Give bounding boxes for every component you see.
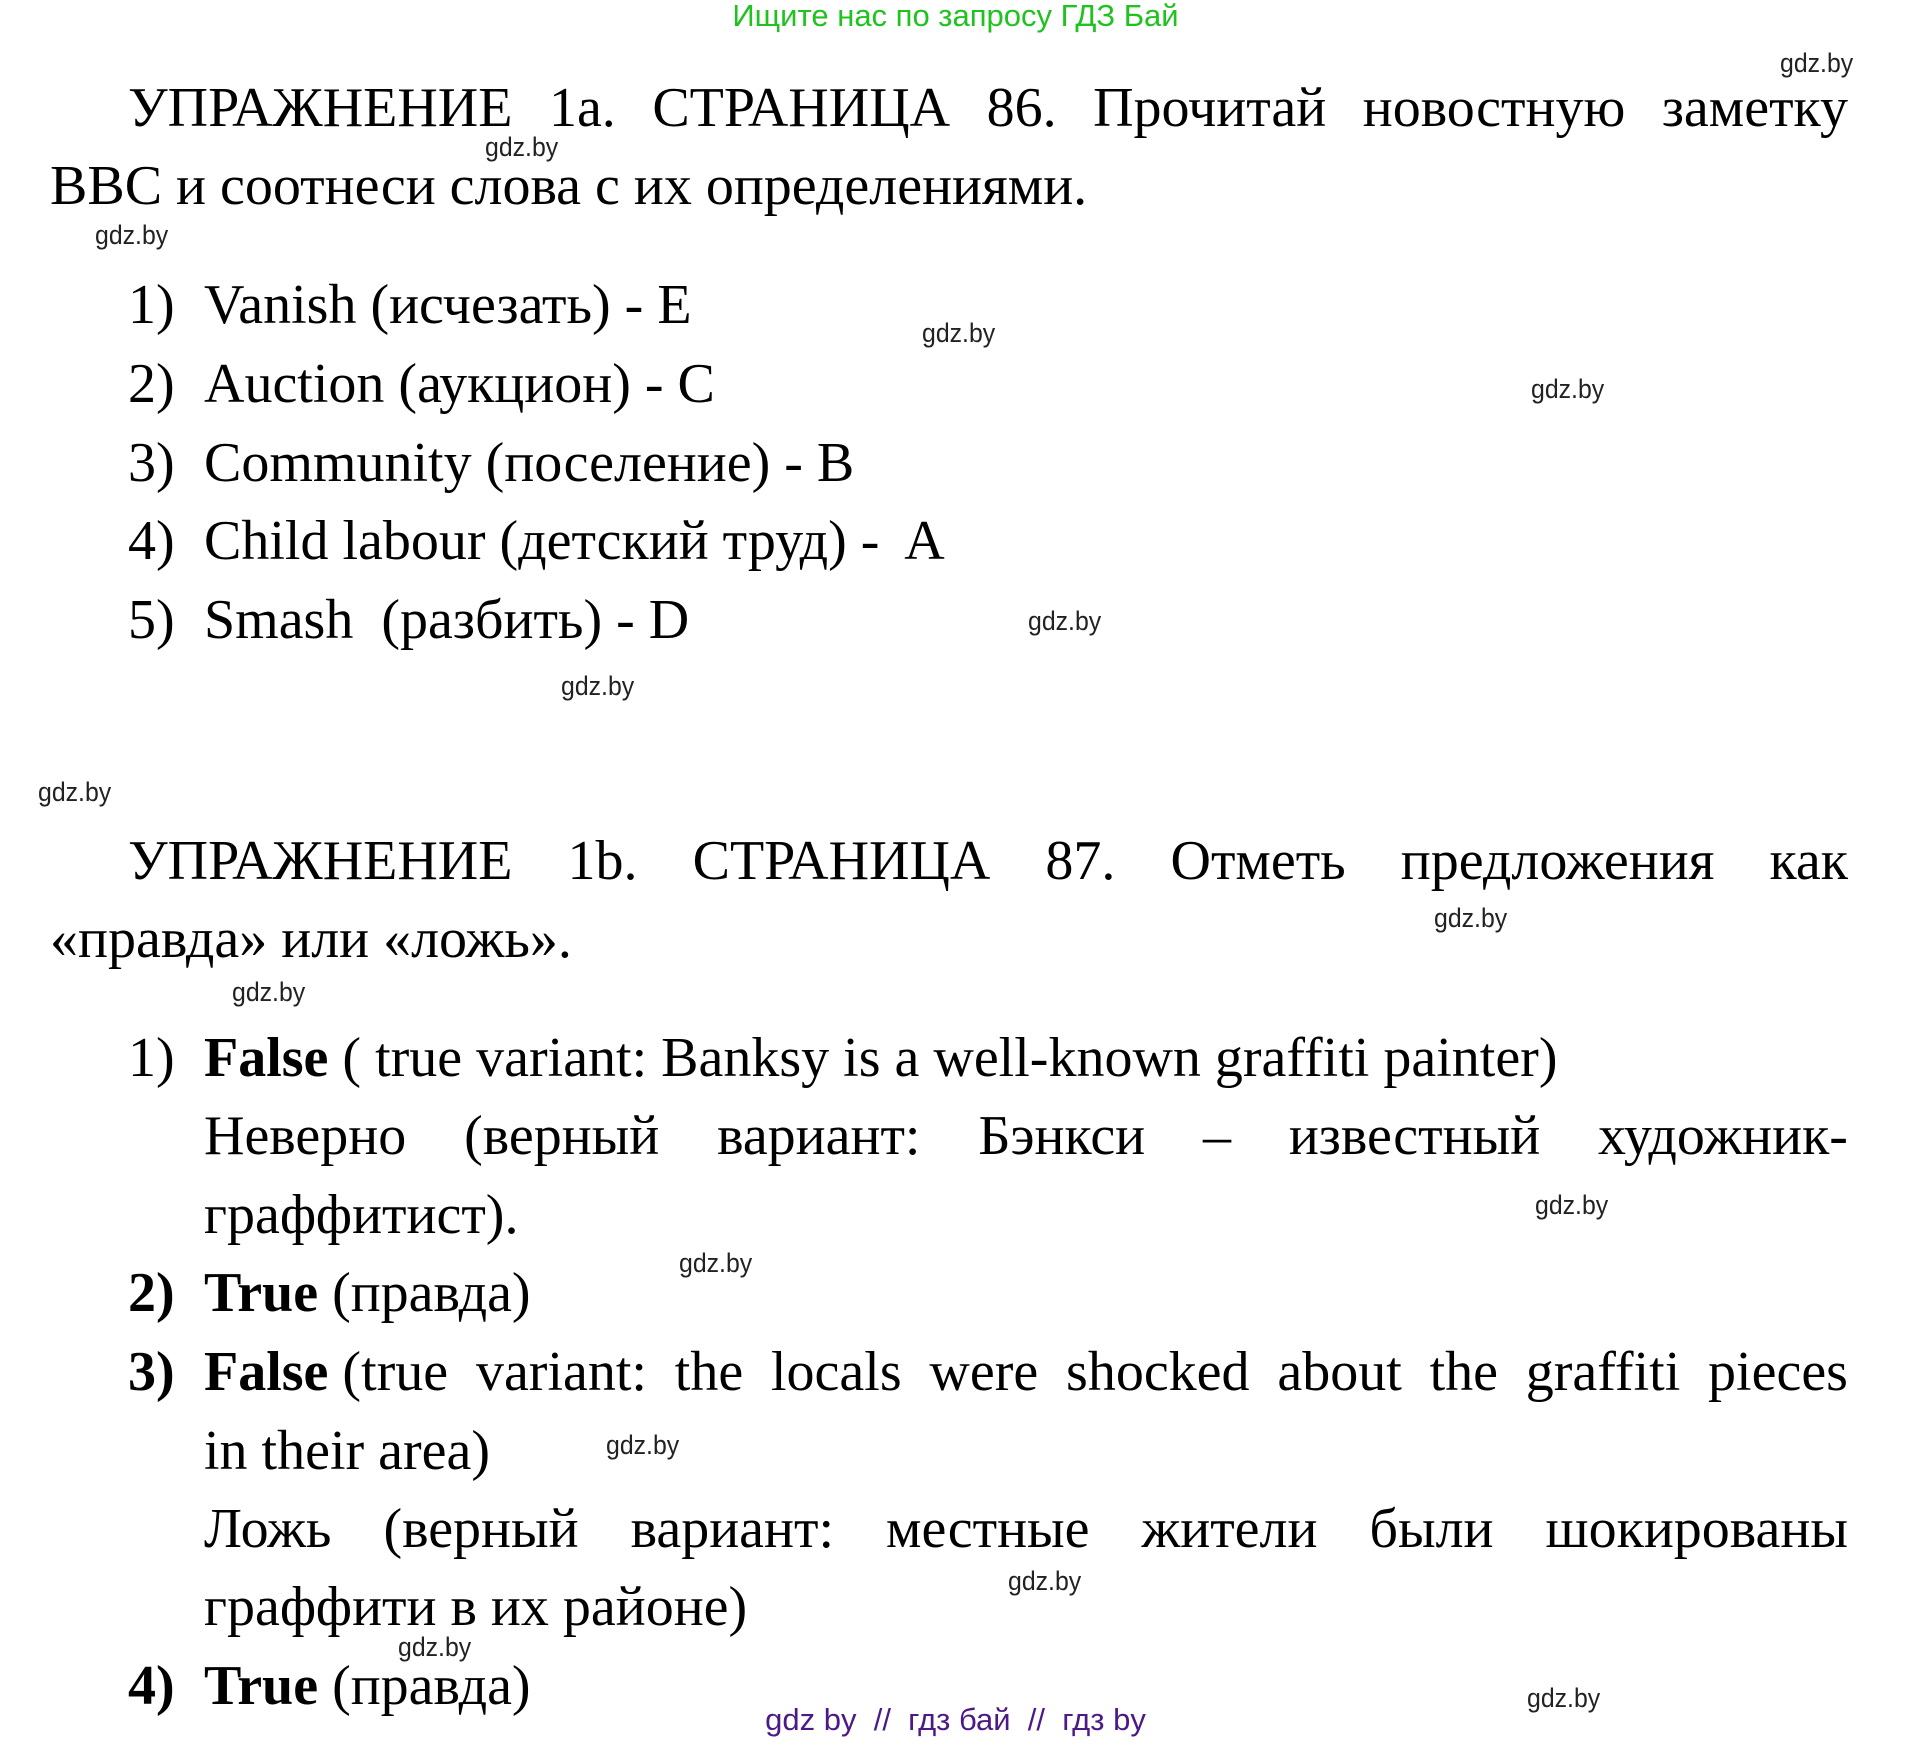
word: shocked xyxy=(1066,1341,1250,1403)
word: известный xyxy=(1288,1105,1541,1167)
heading-word: Отметь xyxy=(1170,830,1346,892)
item-translation-line1 xyxy=(204,1105,1848,1167)
word: the xyxy=(674,1341,744,1403)
watermark: gdz.by xyxy=(1531,374,1605,404)
heading-word: СТРАНИЦА xyxy=(692,830,991,892)
item-text: Auction (аукцион) - C xyxy=(204,353,715,415)
word: Неверно xyxy=(204,1105,407,1167)
watermark: gdz.by xyxy=(485,132,559,162)
heading-word: новостную xyxy=(1362,77,1626,139)
item-text: (правда) xyxy=(318,1262,531,1324)
word: шокированы xyxy=(1545,1498,1848,1560)
word: художник- xyxy=(1598,1105,1848,1167)
word: Бэнкси xyxy=(978,1105,1146,1167)
word: variant: xyxy=(475,1341,647,1403)
list-item xyxy=(128,432,1128,494)
item-number: 2) xyxy=(128,353,175,415)
list-item xyxy=(128,589,1128,651)
heading-word: заметку xyxy=(1661,77,1848,139)
word: (верный xyxy=(383,1498,579,1560)
watermark: gdz.by xyxy=(1434,903,1508,933)
word: жители xyxy=(1141,1498,1318,1560)
footer-links: gdz by // гдз бай // гдз by xyxy=(765,1702,1146,1737)
exercise-1b-heading-line1 xyxy=(128,830,1848,892)
word: the xyxy=(1429,1341,1498,1403)
word: pieces xyxy=(1708,1341,1848,1403)
item-text: Child labour (детский труд) - A xyxy=(204,510,945,572)
watermark: gdz.by xyxy=(1535,1190,1609,1220)
word: были xyxy=(1369,1498,1494,1560)
list-item xyxy=(128,274,1128,336)
word: местные xyxy=(886,1498,1090,1560)
word: were xyxy=(929,1341,1039,1403)
item-text: (правда) xyxy=(318,1655,531,1717)
list-item xyxy=(128,1341,1848,1403)
heading-word: предложения xyxy=(1400,830,1715,892)
heading-word: 86. xyxy=(986,77,1057,139)
list-item xyxy=(128,353,1128,415)
exercise-1a-heading-line1 xyxy=(128,77,1848,139)
watermark: gdz.by xyxy=(95,220,169,250)
heading-word: 1a. xyxy=(548,77,616,139)
word: – xyxy=(1202,1105,1231,1167)
watermark: gdz.by xyxy=(232,977,306,1007)
word: (верный xyxy=(464,1105,660,1167)
item-number: 3) xyxy=(128,1341,175,1403)
item-text: Community (поселение) - B xyxy=(204,432,855,494)
item-text: Smash (разбить) - D xyxy=(204,589,690,651)
item-number: 2) xyxy=(128,1262,175,1324)
answer-label: True xyxy=(204,1262,319,1324)
watermark: gdz.by xyxy=(398,1632,472,1662)
heading-word: УПРАЖНЕНИЕ xyxy=(128,830,513,892)
word: вариант: xyxy=(630,1498,835,1560)
watermark: gdz.by xyxy=(606,1430,680,1460)
item-text: ( true variant: Banksy is a well-known graffiti painter) xyxy=(328,1027,1558,1089)
heading-word: как xyxy=(1769,830,1848,892)
answer-label: True xyxy=(204,1655,319,1717)
heading-word: УПРАЖНЕНИЕ xyxy=(128,77,513,139)
list-item xyxy=(128,1262,1128,1324)
answer-label: False xyxy=(204,1027,329,1089)
item-translation-line1 xyxy=(204,1498,1848,1560)
item-text: Vanish (исчезать) - E xyxy=(204,274,692,336)
watermark: gdz.by xyxy=(561,671,635,701)
watermark: gdz.by xyxy=(1780,48,1854,78)
word: graffiti xyxy=(1525,1341,1681,1403)
item-text-line2: in their area) xyxy=(204,1420,491,1482)
heading-word: Прочитай xyxy=(1093,77,1327,139)
item-number: 1) xyxy=(128,274,175,336)
item-number: 5) xyxy=(128,589,175,651)
heading-word: 87. xyxy=(1045,830,1116,892)
watermark: gdz.by xyxy=(922,318,996,348)
exercise-1b-heading-line2: «правда» или «ложь». xyxy=(50,908,572,970)
word: вариант: xyxy=(717,1105,921,1167)
word: (true xyxy=(342,1341,449,1403)
search-hint-banner: Ищите нас по запросу ГДЗ Бай xyxy=(732,0,1179,33)
word: about xyxy=(1277,1341,1402,1403)
list-item xyxy=(128,1027,1848,1089)
item-translation-line2: граффитист). xyxy=(204,1184,519,1246)
watermark: gdz.by xyxy=(679,1248,753,1278)
answer-label: False xyxy=(204,1341,329,1403)
heading-word: СТРАНИЦА xyxy=(652,77,951,139)
item-number: 3) xyxy=(128,432,175,494)
word: locals xyxy=(771,1341,902,1403)
list-item xyxy=(128,510,1228,572)
item-number: 4) xyxy=(128,1655,175,1717)
watermark: gdz.by xyxy=(1527,1683,1601,1713)
heading-word: 1b. xyxy=(567,830,638,892)
exercise-1a-heading-line2: ВВС и соотнеси слова с их определениями. xyxy=(50,155,1088,217)
word: Ложь xyxy=(204,1498,332,1560)
watermark: gdz.by xyxy=(1028,606,1102,636)
item-number: 1) xyxy=(128,1027,175,1089)
item-number: 4) xyxy=(128,510,175,572)
item-translation-line2: граффити в их районе) xyxy=(204,1576,748,1638)
watermark: gdz.by xyxy=(38,777,112,807)
watermark: gdz.by xyxy=(1008,1566,1082,1596)
